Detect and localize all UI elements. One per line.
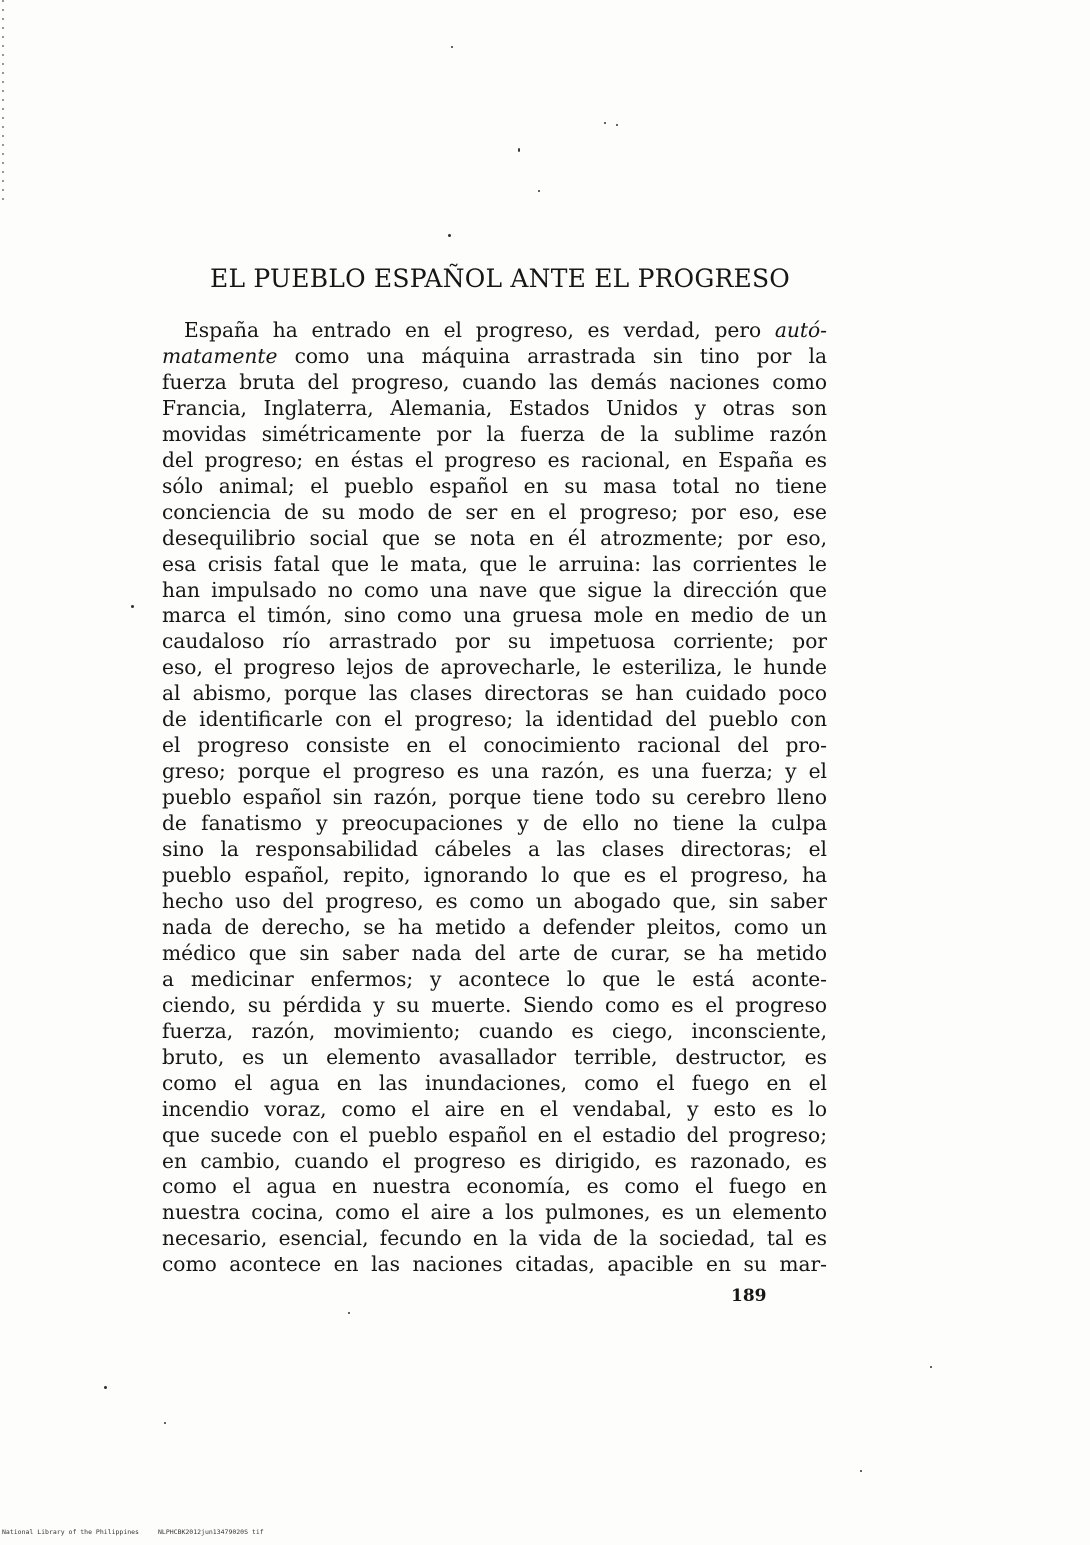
page-number: 189 <box>731 1286 767 1306</box>
line-text: pueblo español sin razón, porque tiene todo su cerebro lleno <box>162 785 827 810</box>
text-line <box>162 1019 827 1045</box>
text-line <box>162 603 827 629</box>
text-line <box>162 707 827 733</box>
italic-text: autó- <box>774 318 827 342</box>
text-line <box>162 1149 827 1175</box>
line-text: bruto, es un elemento avasallador terrible, destructor, es <box>162 1044 827 1069</box>
footer-library-credit: National Library of the Philippines <box>2 1528 139 1536</box>
text-line <box>162 1123 827 1149</box>
text-line <box>162 1174 827 1200</box>
text-line <box>162 578 827 604</box>
text-line <box>162 655 827 681</box>
text-line <box>162 1045 827 1071</box>
scan-speck <box>131 605 134 608</box>
text-line <box>162 1097 827 1123</box>
text-line <box>162 915 827 941</box>
line-text: nuestra cocina, como el aire a los pulmones, es un elemento <box>162 1200 827 1225</box>
line-text: marca el timón, sino como una gruesa mole en medio de un <box>162 603 827 628</box>
scan-speck <box>860 1470 862 1472</box>
text-line <box>162 526 827 552</box>
text-line <box>162 811 827 837</box>
text-line <box>162 863 827 889</box>
text-line <box>162 1200 827 1226</box>
line-text: sólo animal; el pueblo español en su masa total no tiene <box>162 473 827 498</box>
text-line <box>162 500 827 526</box>
text-line <box>162 941 827 967</box>
chapter-title: EL PUEBLO ESPAÑOL ANTE EL PROGRESO <box>210 264 790 293</box>
text-line <box>162 1226 827 1252</box>
line-text: desequilibrio social que se nota en él atrozmente; por eso, <box>162 525 827 550</box>
scan-speck <box>616 124 618 126</box>
text-line <box>162 785 827 811</box>
text-line <box>162 396 827 422</box>
body-paragraph <box>162 318 827 1278</box>
line-text: greso; porque el progreso es una razón, es una fuerza; y el <box>162 759 827 784</box>
scan-edge-marks <box>2 0 4 200</box>
text-line <box>162 422 827 448</box>
text-line <box>162 552 827 578</box>
line-text: como el agua en nuestra economía, es como el fuego en <box>162 1174 827 1199</box>
text-line <box>162 759 827 785</box>
text-line <box>162 1252 827 1278</box>
line-text: ciendo, su pérdida y su muerte. Siendo como es el progreso <box>162 992 827 1017</box>
scan-speck <box>164 1422 166 1424</box>
line-text: fuerza bruta del progreso, cuando las demás naciones como <box>162 369 827 394</box>
line-text: a medicinar enfermos; y acontece lo que le está aconte- <box>162 966 827 991</box>
text-line <box>162 629 827 655</box>
text-line <box>162 474 827 500</box>
scan-speck <box>451 46 453 48</box>
line-text: han impulsado no como una nave que sigue la dirección que <box>162 577 827 602</box>
line-text: hecho uso del progreso, es como un abogado que, sin saber <box>162 888 827 913</box>
line-text: España ha entrado en el progreso, es verdad, pero <box>184 318 775 342</box>
italic-text: matamente <box>162 343 278 368</box>
text-line <box>162 318 827 344</box>
line-text: eso, el progreso lejos de aprovecharle, le esteriliza, le hunde <box>162 655 827 680</box>
line-text: de fanatismo y preocupaciones y de ello no tiene la culpa <box>162 811 827 836</box>
text-line <box>162 448 827 474</box>
line-text: fuerza, razón, movimiento; cuando es ciego, inconsciente, <box>162 1018 827 1043</box>
line-text: en cambio, cuando el progreso es dirigido, es razonado, es <box>162 1148 827 1173</box>
text-line <box>162 889 827 915</box>
scan-speck <box>518 148 520 152</box>
scan-speck <box>104 1386 107 1389</box>
line-text: sino la responsabilidad cábeles a las clases directoras; el <box>162 837 827 862</box>
scan-speck <box>604 122 606 124</box>
footer-file-id: NLPHCBK2012jun13479020S tif <box>158 1528 264 1536</box>
line-text: necesario, esencial, fecundo en la vida de la sociedad, tal es <box>162 1226 827 1251</box>
line-text: pueblo español, repito, ignorando lo que es el progreso, ha <box>162 863 827 888</box>
line-text: como acontece en las naciones citadas, apacible en su mar- <box>162 1252 827 1277</box>
text-line <box>162 681 827 707</box>
line-text: al abismo, porque las clases directoras se han cuidado poco <box>162 681 827 706</box>
line-text: como una máquina arrastrada sin tino por la <box>277 343 827 368</box>
text-line <box>162 993 827 1019</box>
line-text: esa crisis fatal que le mata, que le arruina: las corrientes le <box>162 551 827 576</box>
line-text: Francia, Inglaterra, Alemania, Estados Unidos y otras son <box>162 395 827 420</box>
line-text: médico que sin saber nada del arte de curar, se ha metido <box>162 940 827 965</box>
line-text: caudaloso río arrastrado por su impetuosa corriente; por <box>162 629 827 654</box>
text-line <box>162 370 827 396</box>
text-line <box>162 837 827 863</box>
line-text: movidas simétricamente por la fuerza de la sublime razón <box>162 421 827 446</box>
line-text: el progreso consiste en el conocimiento racional del pro- <box>162 733 827 758</box>
line-text: incendio voraz, como el aire en el vendabal, y esto es lo <box>162 1096 827 1121</box>
scan-speck <box>930 1366 932 1368</box>
line-text: que sucede con el pueblo español en el estadio del progreso; <box>162 1122 827 1147</box>
line-text: nada de derecho, se ha metido a defender pleitos, como un <box>162 914 827 939</box>
text-line <box>162 967 827 993</box>
line-text: del progreso; en éstas el progreso es racional, en España es <box>162 447 827 472</box>
line-text: conciencia de su modo de ser en el progreso; por eso, ese <box>162 499 827 524</box>
line-text: como el agua en las inundaciones, como el fuego en el <box>162 1070 827 1095</box>
scan-speck <box>448 234 451 237</box>
text-line <box>162 733 827 759</box>
scan-speck <box>348 1312 350 1314</box>
text-line <box>162 344 827 370</box>
scan-speck <box>538 190 540 192</box>
line-text: de identificarle con el progreso; la identidad del pueblo con <box>162 707 827 732</box>
text-line <box>162 1071 827 1097</box>
